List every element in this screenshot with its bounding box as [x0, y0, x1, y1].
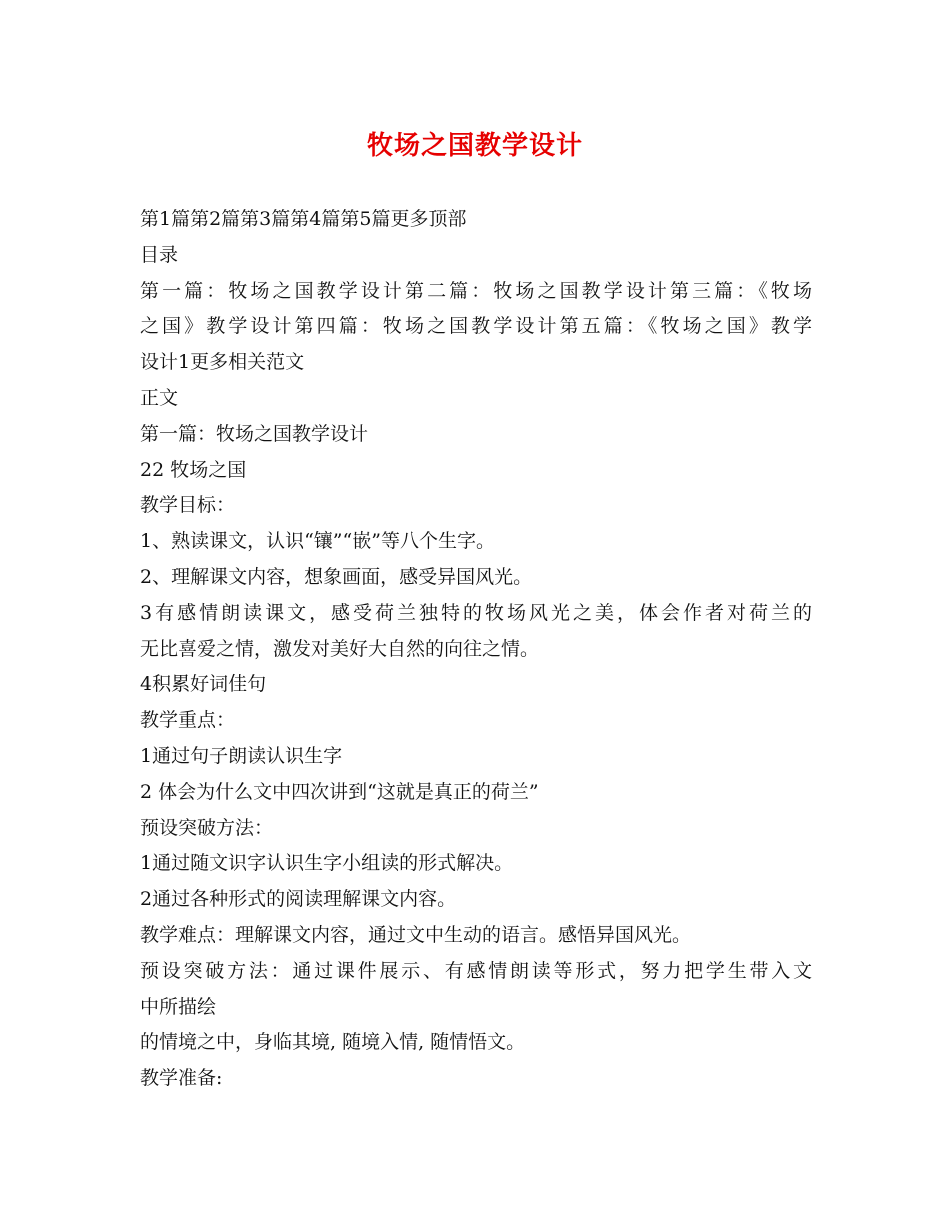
key-points-heading: 教学重点：	[140, 709, 236, 732]
goal-item: 4积累好词佳句	[140, 673, 267, 696]
document-title: 牧场之国教学设计	[366, 131, 583, 161]
method-line: 预设突破方法：通过课件展示、有感情朗读等形式，努力把学生带入文	[140, 959, 812, 982]
method-line-continued: 的情境之中，身临其境, 随境入情, 随情悟文。	[140, 1031, 526, 1054]
chapter-heading: 第一篇：牧场之国教学设计	[140, 422, 369, 445]
goal-item: 3有感情朗读课文，感受荷兰独特的牧场风光之美，体会作者对荷兰的	[140, 601, 812, 624]
goal-item-continued: 无比喜爱之情，激发对美好大自然的向往之情。	[140, 637, 540, 660]
document-body	[140, 202, 812, 1097]
preparation-heading: 教学准备:	[140, 1067, 223, 1090]
lesson-title: 22 牧场之国	[140, 458, 247, 481]
body-heading: 正文	[140, 386, 179, 409]
goal-item: 1、熟读课文，认识“镶”“嵌”等八个生字。	[140, 530, 495, 553]
toc-line: 第一篇：牧场之国教学设计第二篇：牧场之国教学设计第三篇：《牧场	[140, 279, 812, 302]
goals-heading: 教学目标：	[140, 494, 236, 517]
method-item: 1通过随文识字认识生字小组读的形式解决。	[140, 852, 514, 875]
method-line-continued: 中所描绘	[140, 995, 217, 1018]
key-point-item: 2 体会为什么文中四次讲到“这就是真正的荷兰”	[140, 780, 539, 803]
method-item: 2通过各种形式的阅读理解课文内容。	[140, 888, 457, 911]
difficulty-line: 教学难点：理解课文内容，通过文中生动的语言。感悟异国风光。	[140, 923, 692, 946]
section-nav-line: 第1篇第2篇第3篇第4篇第5篇更多顶部	[140, 208, 467, 230]
toc-heading: 目录	[140, 243, 179, 266]
key-point-item: 1通过句子朗读认识生字	[140, 744, 343, 767]
toc-line: 设计1更多相关范文	[140, 351, 305, 374]
method-heading: 预设突破方法：	[140, 816, 274, 839]
goal-item: 2、理解课文内容，想象画面，感受异国风光。	[140, 565, 533, 588]
toc-line: 之国》教学设计第四篇：牧场之国教学设计第五篇：《牧场之国》教学	[140, 315, 812, 338]
